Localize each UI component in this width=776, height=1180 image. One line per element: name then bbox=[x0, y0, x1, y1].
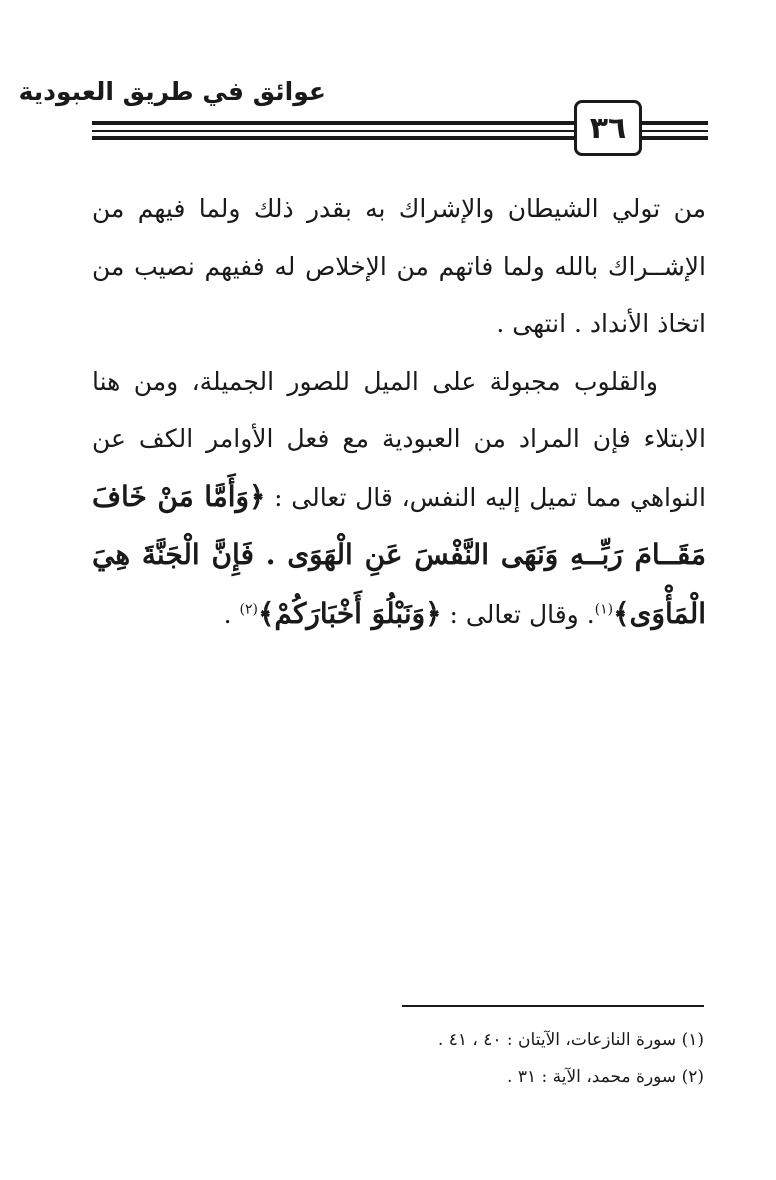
footnote-ref-1: (١) bbox=[594, 601, 614, 618]
paragraph-2 bbox=[92, 353, 706, 644]
quran-verse-1: ﴿وَأَمَّا مَنْ خَافَ مَقَــامَ رَبِّــهِ وَنَهَى النَّفْسَ عَنِ الْهَوَى . فَإِنَّ الْجَنَّةَ هِيَ الْمَأْوَى﴾ bbox=[92, 479, 706, 630]
paragraph-1: من تولي الشيطان والإشراك به بقدر ذلك ولما فيهم من الإشــراك بالله ولما فاتهم من الإخلاص له ففيهم نصيب من اتخاذ الأنداد . انتهى . bbox=[92, 194, 706, 338]
footnote-2: (٢) سورة محمد، الآية : ٣١ . bbox=[507, 1067, 704, 1087]
paragraph-2-end: . bbox=[223, 599, 240, 629]
running-header-title: عوائق في طريق العبودية bbox=[18, 77, 326, 106]
page-number: ٣٦ bbox=[589, 110, 627, 146]
paragraph-2-intro: والقلوب مجبولة على الميل للصور الجميلة، ومن هنا الابتلاء فإن المراد من العبودية مع فعل الأوامر الكف عن النواهي مما تميل إليه النفس، قال تعالى : bbox=[92, 366, 706, 512]
footnote-1: (١) سورة النازعات، الآيتان : ٤٠ ، ٤١ . bbox=[437, 1030, 704, 1050]
page-number-box bbox=[574, 100, 642, 156]
footnotes bbox=[304, 1022, 704, 1096]
footnote-divider bbox=[402, 1005, 704, 1007]
footnote-ref-2: (٢) bbox=[239, 601, 258, 618]
main-text bbox=[92, 180, 706, 643]
paragraph-2-mid: . وقال تعالى : bbox=[441, 599, 595, 629]
quran-verse-2: ﴿وَنَبْلُوَ أَخْبَارَكُمْ﴾ bbox=[257, 596, 442, 630]
